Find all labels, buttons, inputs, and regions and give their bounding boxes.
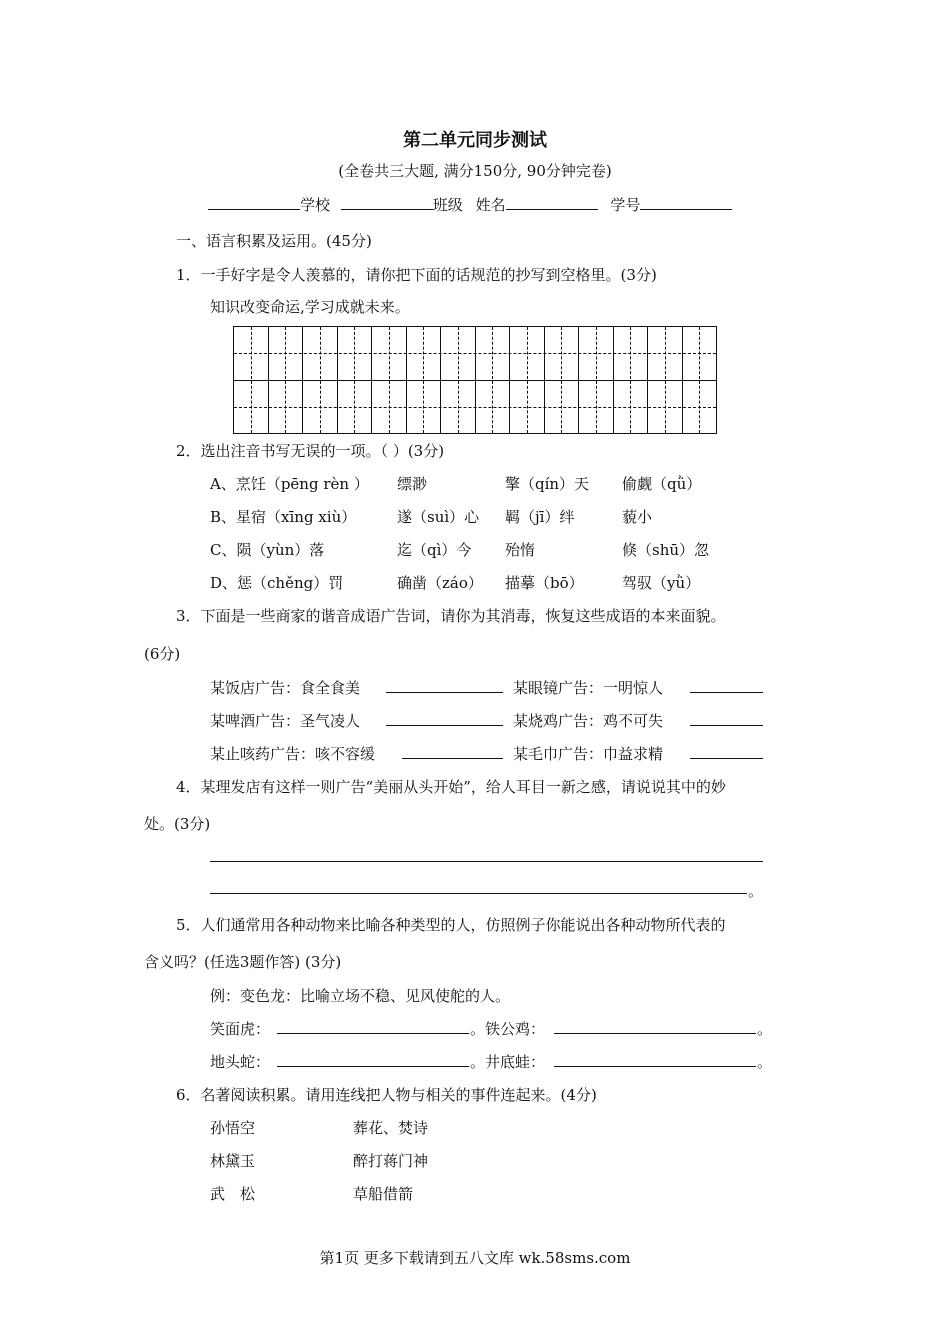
option-b-1: B、星宿（xīng xiù） (210, 508, 357, 526)
answer-blank[interactable] (386, 692, 503, 693)
option-d-3: 描摹（bō） (505, 574, 584, 592)
ad-item: 某眼镜广告：一明惊人 (513, 679, 664, 697)
section-heading: 一、语言积累及运用。(45分) (176, 232, 372, 250)
option-d-1: D、惩（chěng）罚 (210, 574, 344, 592)
answer-blank[interactable] (690, 725, 763, 726)
page-subtitle: (全卷共三大题, 满分150分, 90分钟完卷) (338, 162, 612, 180)
question-5-score: 含义吗？(任选3题作答) (3分) (144, 953, 342, 971)
option-b-3: 羁（jī）绊 (505, 508, 575, 526)
option-a-1: A、烹饪（pēng rèn ） (210, 475, 369, 493)
school-blank (208, 195, 300, 210)
question-5-example: 例：变色龙：比喻立场不稳、见风使舵的人。 (210, 987, 511, 1005)
page-footer: 第1页 更多下载请到五八文库 wk.58sms.com (319, 1249, 631, 1267)
option-a-4: 偷觑（qǜ） (622, 475, 702, 493)
name-label: 姓名 (475, 196, 506, 214)
animal-label: 。井底蛙： (470, 1053, 546, 1071)
question-4-score: 处。(3分) (144, 815, 211, 833)
answer-end-mark: 。 (748, 882, 764, 900)
answer-blank[interactable] (277, 1066, 469, 1067)
option-c-3: 殆惰 (505, 541, 536, 559)
question-3-prompt: 3．下面是一些商家的谐音成语广告词，请你为其消毒，恢复这些成语的本来面貌。 (176, 607, 726, 625)
animal-label: 。铁公鸡： (470, 1020, 546, 1038)
ad-item: 某饭店广告：食全食美 (210, 679, 361, 697)
option-b-4: 藐小 (622, 508, 653, 526)
answer-blank[interactable] (554, 1066, 756, 1067)
writing-grid (233, 326, 717, 434)
option-a-2: 缥渺 (397, 475, 428, 493)
option-c-4: 倏（shū）忽 (622, 541, 710, 559)
option-d-4: 驾驭（yǜ） (622, 574, 701, 592)
answer-blank[interactable] (554, 1033, 756, 1034)
question-1-text: 知识改变命运,学习成就未来。 (210, 298, 410, 316)
answer-end-mark: 。 (757, 1053, 773, 1071)
character-name: 武 松 (210, 1185, 256, 1203)
ad-item: 某烧鸡广告：鸡不可失 (513, 712, 664, 730)
answer-line[interactable] (210, 893, 747, 894)
event-name: 草船借箭 (353, 1185, 414, 1203)
animal-label: 地头蛇： (210, 1053, 271, 1071)
class-blank (341, 195, 433, 210)
character-name: 孙悟空 (210, 1119, 256, 1137)
option-d-2: 确凿（záo） (397, 574, 483, 592)
option-b-2: 遂（suì）心 (397, 508, 480, 526)
ad-item: 某止咳药广告：咳不容缓 (210, 745, 376, 763)
answer-end-mark: 。 (757, 1020, 773, 1038)
answer-line[interactable] (210, 861, 763, 862)
event-name: 葬花、焚诗 (353, 1119, 429, 1137)
option-c-2: 迄（qì）今 (397, 541, 472, 559)
character-name: 林黛玉 (210, 1152, 256, 1170)
answer-blank[interactable] (386, 725, 503, 726)
question-3-score: (6分) (144, 645, 181, 663)
question-6-prompt: 6．名著阅读积累。请用连线把人物与相关的事件连起来。(4分) (176, 1086, 597, 1104)
option-a-3: 擎（qín）天 (505, 475, 590, 493)
school-label: 学校 (300, 196, 331, 214)
class-label: 班级 (432, 196, 463, 214)
page-title: 第二单元同步测试 (403, 130, 547, 151)
question-4-prompt: 4．某理发店有这样一则广告“美丽从头开始”，给人耳目一新之感，请说说其中的妙 (176, 778, 726, 796)
student-info-line (208, 194, 732, 215)
number-label: 学号 (610, 196, 641, 214)
ad-item: 某毛巾广告：巾益求精 (513, 745, 664, 763)
answer-blank[interactable] (690, 758, 763, 759)
question-1-prompt: 1．一手好字是令人羡慕的，请你把下面的话规范的抄写到空格里。(3分) (176, 266, 657, 284)
answer-blank[interactable] (690, 692, 763, 693)
animal-label: 笑面虎： (210, 1020, 271, 1038)
answer-blank[interactable] (402, 758, 503, 759)
question-5-prompt: 5．人们通常用各种动物来比喻各种类型的人，仿照例子你能说出各种动物所代表的 (176, 916, 726, 934)
ad-item: 某啤酒广告：圣气凌人 (210, 712, 361, 730)
question-2-prompt: 2．选出注音书写无误的一项。（ ）(3分) (176, 442, 445, 460)
number-blank (640, 195, 732, 210)
event-name: 醉打蒋门神 (353, 1152, 429, 1170)
option-c-1: C、陨（yùn）落 (210, 541, 325, 559)
name-blank (506, 195, 598, 210)
answer-blank[interactable] (277, 1033, 469, 1034)
